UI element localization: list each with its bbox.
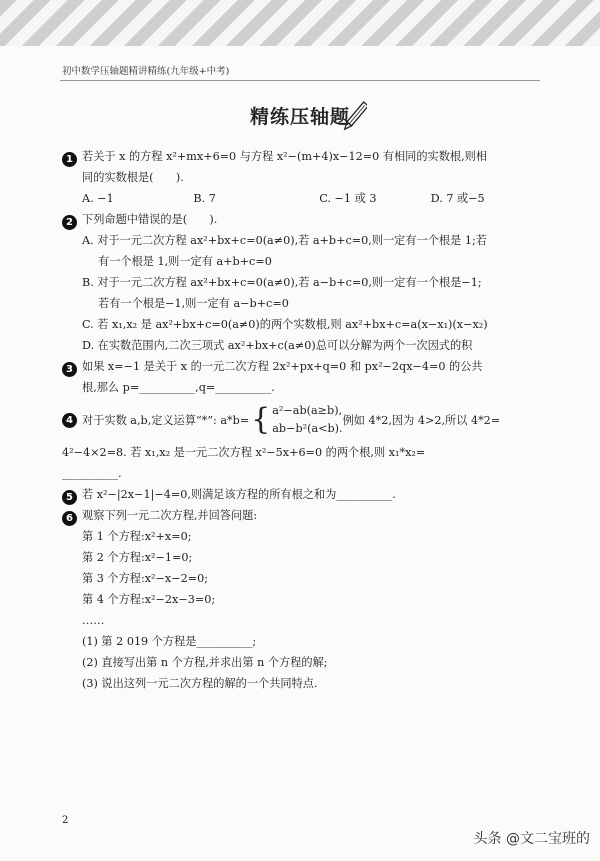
answer-blank: __________. [62,467,122,480]
equation-item: 第 1 个方程:x²+x=0; [82,530,192,543]
page-title: 精练压轴题 [249,106,350,128]
running-header: 初中数学压轴题精讲精练(九年级+中考) [62,66,230,77]
case-1: a²−ab(a≥b), [272,404,343,417]
question-number: 1 [62,152,77,167]
question-number: 6 [62,511,77,526]
question-6 [62,505,542,694]
question-number: 5 [62,490,77,505]
question-4 [62,398,542,484]
equation-item: 第 3 个方程:x²−x−2=0; [82,572,208,585]
option-a: A. 对于一元二次方程 ax²+bx+c=0(a≠0),若 a+b+c=0,则一定有一个根是 1;若 [82,234,487,247]
question-text: 如果 x=−1 是关于 x 的一元二次方程 2x²+px+q=0 和 px²−2qx−4=0 的公共 [82,360,483,373]
sub-question: (3) 说出这列一元二次方程的解的一个共同特点. [82,677,318,690]
sub-question: (1) 第 2 019 个方程是__________; [82,635,257,648]
options [62,188,542,209]
equation-item: 第 4 个方程:x²−2x−3=0; [82,593,216,606]
question-1 [62,146,542,209]
question-number: 4 [62,413,77,428]
pencil-icon [343,100,367,134]
option-b: B. 7 [193,192,216,205]
question-number: 3 [62,362,77,377]
question-text: 若关于 x 的方程 x²+mx+6=0 与方程 x²−(m+4)x−12=0 有相同的实数根,则相 [82,150,488,163]
question-5 [62,484,542,505]
option-b-cont: 若有一个根是−1,则一定有 a−b+c=0 [98,297,289,310]
option-d: D. 7 或−5 [430,192,485,205]
question-text: 例如 4*2,因为 4>2,所以 4*2= [342,413,501,427]
question-text: 同的实数根是( ). [82,171,184,184]
option-a: A. −1 [82,192,114,205]
question-list [62,146,542,694]
question-number: 2 [62,215,77,230]
option-c: C. −1 或 3 [319,192,377,205]
question-2 [62,209,542,356]
question-text: 根,那么 p=__________,q=__________. [82,381,275,394]
option-d: D. 在实数范围内,二次三项式 ax²+bx+c(a≠0)总可以分解为两个一次因式的积 [82,339,473,352]
question-text: 观察下列一元二次方程,并回答问题: [82,509,258,522]
equation-item: 第 2 个方程:x²−1=0; [82,551,193,564]
question-text: 对于实数 a,b,定义运算“*”: a*b= [82,413,250,427]
case-2: ab−b²(a<b). [272,422,343,435]
question-text: 4²−4×2=8. 若 x₁,x₂ 是一元二次方程 x²−5x+6=0 的两个根,则 x₁*x₂= [62,446,426,459]
watermark: 头条 @文二宝班的 [473,831,590,847]
page-number: 2 [62,815,69,826]
option-c: C. 若 x₁,x₂ 是 ax²+bx+c=0(a≠0)的两个实数根,则 ax²+bx+c=a(x−x₁)(x−x₂) [82,318,488,331]
question-text: 若 x²−|2x−1|−4=0,则满足该方程的所有根之和为__________. [82,488,396,501]
option-a-cont: 有一个根是 1,则一定有 a+b+c=0 [98,255,272,268]
brace: { [251,402,271,437]
question-3 [62,356,542,398]
question-text: 下列命题中错误的是( ). [82,213,218,226]
option-b: B. 对于一元二次方程 ax²+bx+c=0(a≠0),若 a−b+c=0,则一定有一个根是−1; [82,276,482,289]
ellipsis: …… [82,614,105,627]
sub-question: (2) 直接写出第 n 个方程,并求出第 n 个方程的解; [82,656,328,669]
decorative-stripe-band [0,0,600,46]
header-rule [60,80,540,81]
